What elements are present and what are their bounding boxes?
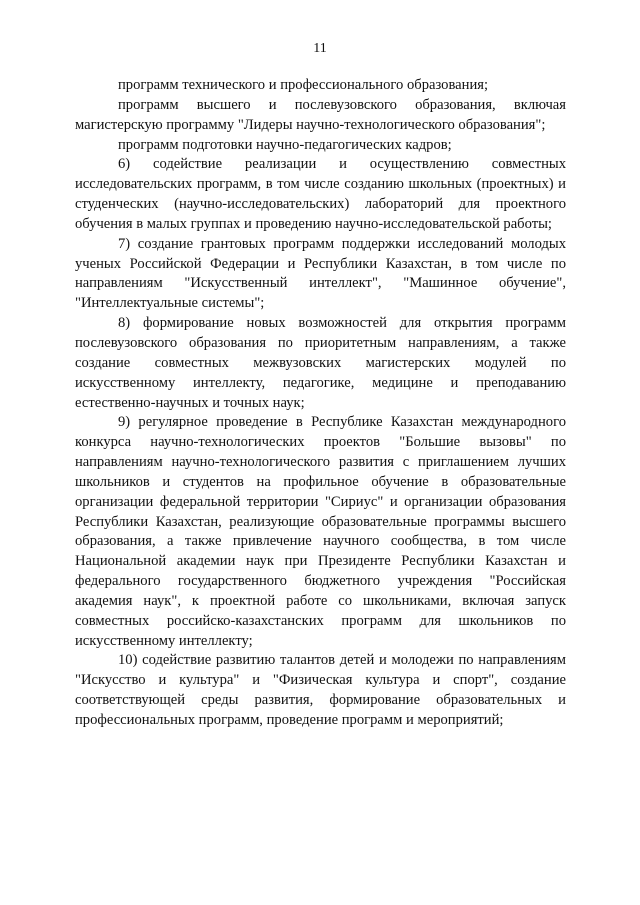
paragraph-item-8: 8) формирование новых возможностей для открытия программ послевузовского образования по приоритетным направлениям, а также создание совместных межвузовских магистерских модулей по искусственному интеллекту, педагогике, медицине и преподаванию естественно-научных и точных наук; [75, 315, 566, 411]
paragraph-item-9: 9) регулярное проведение в Республике Казахстан международного конкурса научно-технологических проектов "Большие вызовы" по направлениям научно-технологического развития с приглашением лучших школьников и студентов на профильное обучение в образовательные организации федеральной территории "Сириус" и организации образования Республики Казахстан, реализующие образовательные программы высшего образования, а также привлечение научного сообщества, в том числе Национальной академии наук при Президенте Республики Казахстан и федерального государственного бюджетного учреждения "Российская академия наук", к проектной работе со школьниками, включая запуск совместных российско-казахстанских программ для школьников по искусственному интеллекту; [75, 414, 566, 649]
paragraph-item-10: 10) содействие развитию талантов детей и молодежи по направлениям "Искусство и культура" и "Физическая культура и спорт", создание соответствующей среды развития, формирование образовательных и профессиональных программ, проведение программ и мероприятий; [75, 652, 566, 728]
document-body [75, 76, 566, 731]
page-number: 11 [313, 41, 327, 56]
paragraph-higher-education: программ высшего и послевузовского образования, включая магистерскую программу "Лидеры научно-технологического образования"; [75, 96, 566, 133]
paragraph-pedagogical-staff: программ подготовки научно-педагогических кадров; [118, 136, 452, 153]
paragraph-item-7: 7) создание грантовых программ поддержки исследований молодых ученых Российской Федерации и Республики Казахстан, в том числе по направлениям "Искусственный интеллект", "Машинное обучение", "Интеллектуальные системы"; [75, 235, 566, 312]
paragraph-technical-education: программ технического и профессионального образования; [118, 77, 489, 93]
paragraph-item-6: 6) содействие реализации и осуществлению совместных исследовательских программ, в том числе созданию школьных (проектных) и студенческих (научно-исследовательских) лабораторий для проектного обучения в малых группах и проведению научно-исследовательской работы; [75, 156, 566, 232]
